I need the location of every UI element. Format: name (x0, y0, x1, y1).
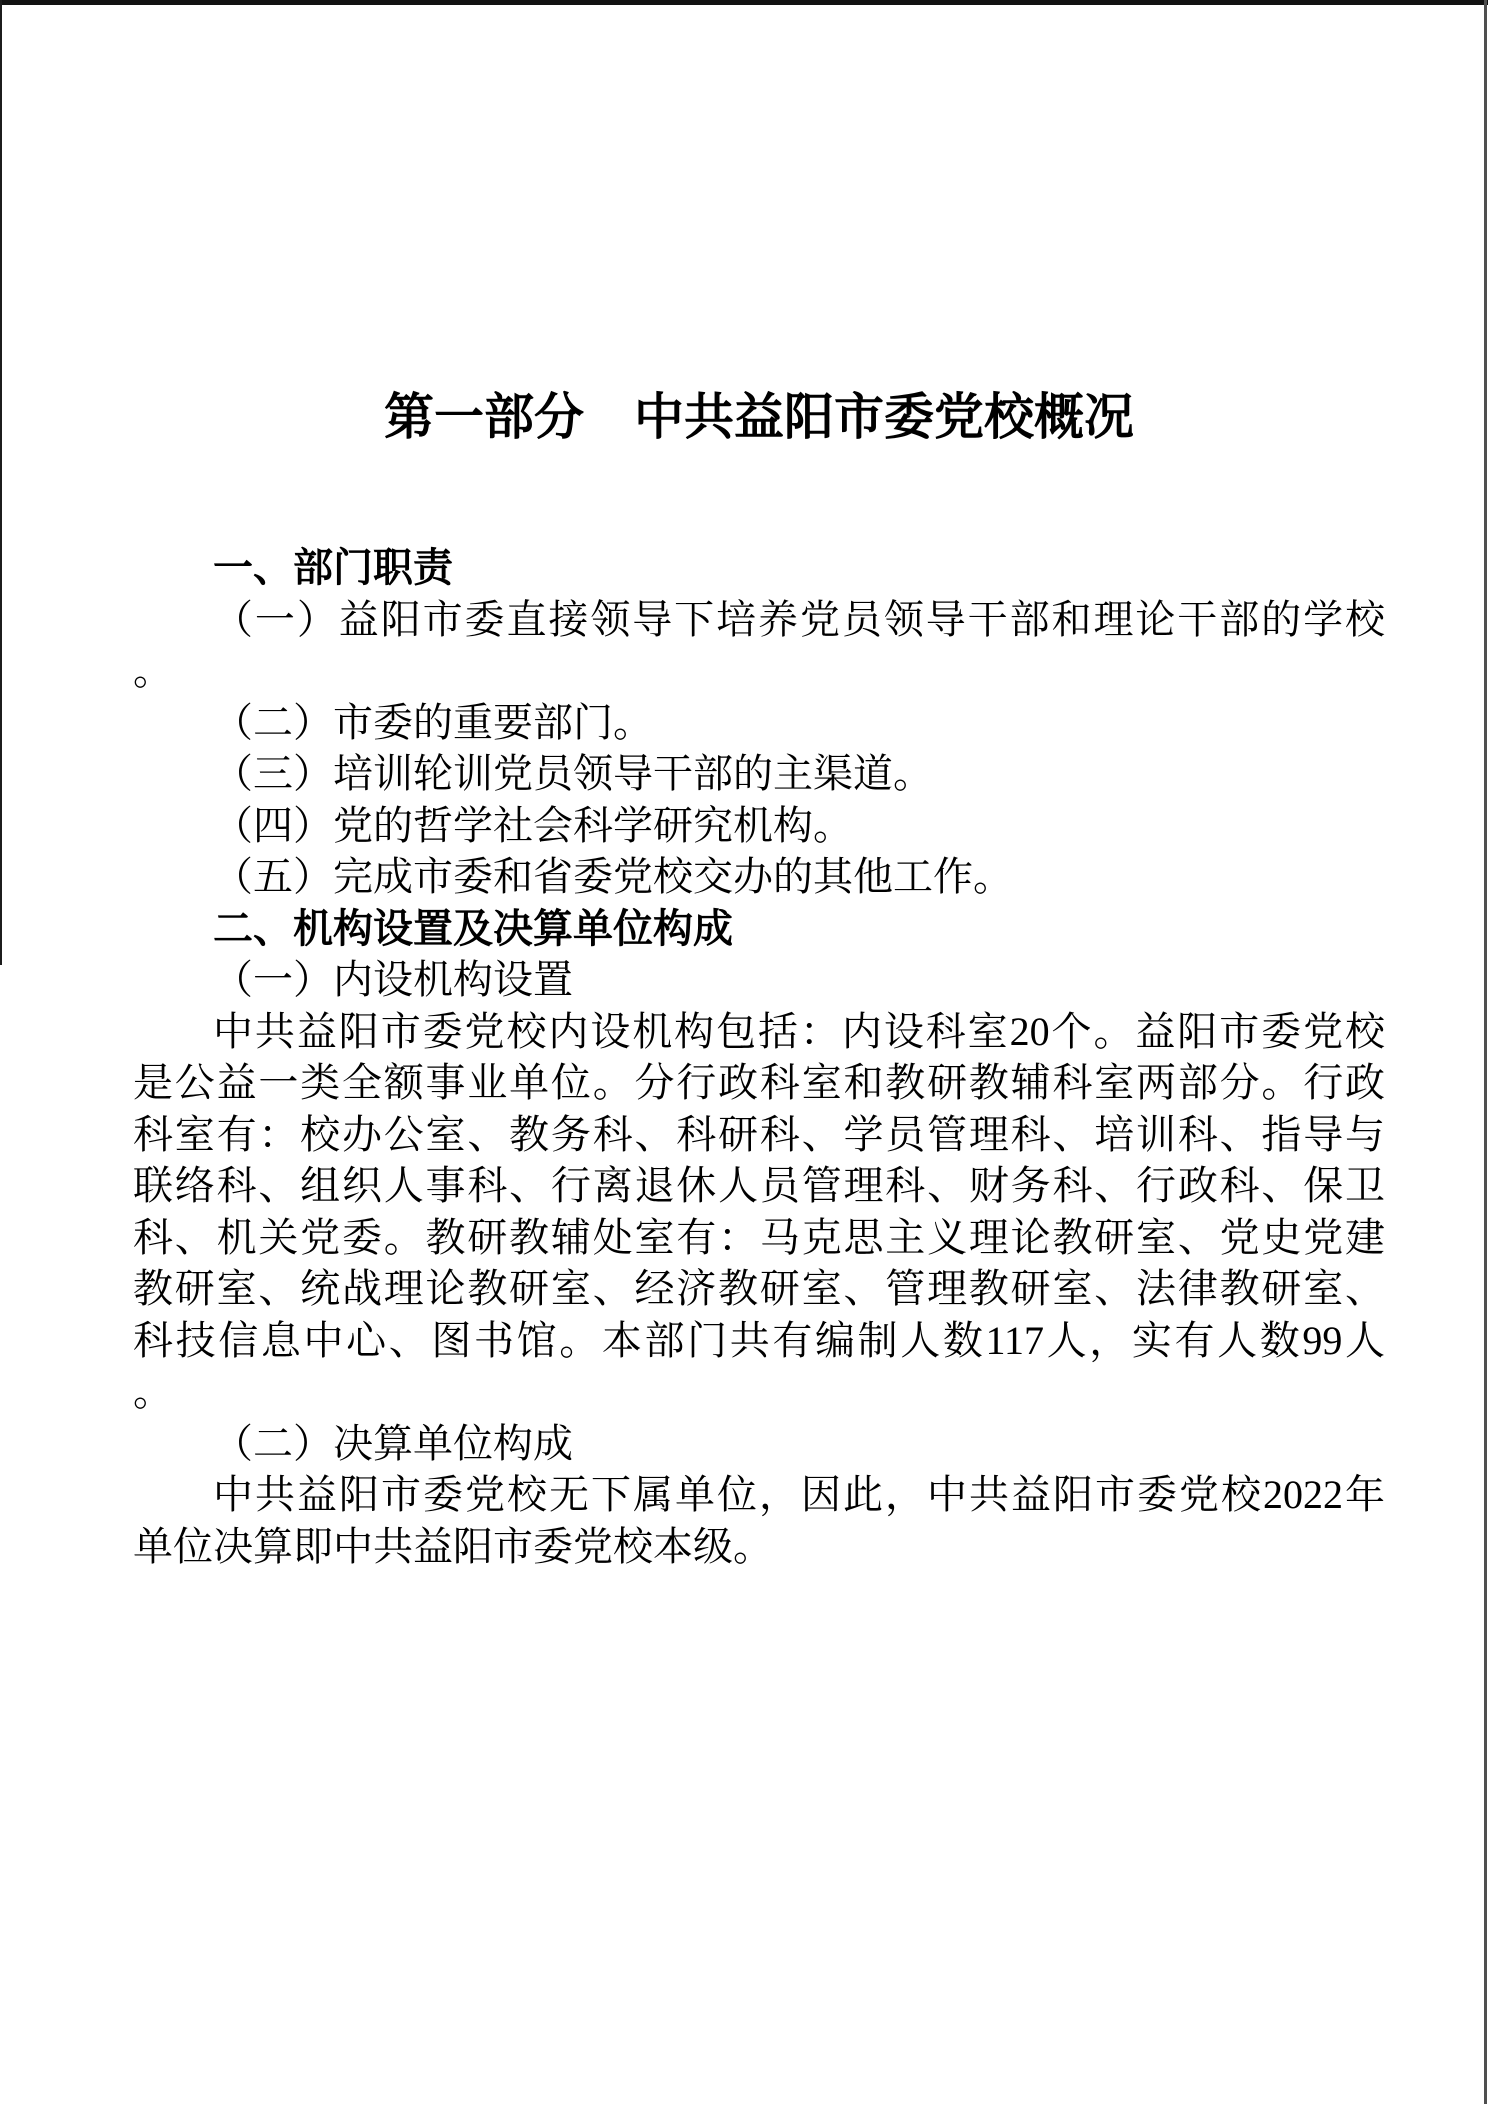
section-heading-1: 一、部门职责 (213, 545, 453, 590)
paragraph-line: 科技信息中心、图书馆。本部门共有编制人数117人，实有人数99人 (133, 1317, 1385, 1363)
paragraph-line: 科室有：校办公室、教务科、科研科、学员管理科、培训科、指导与 (133, 1111, 1385, 1157)
list-item-line: （一）益阳市委直接领导下培养党员领导干部和理论干部的学校 (213, 596, 1385, 642)
document-title: 第一部分 中共益阳市委党校概况 (384, 389, 1134, 445)
list-item-line: （一）内设机构设置 (213, 957, 573, 1002)
paragraph-line: 科、机关党委。教研教辅处室有：马克思主义理论教研室、党史党建 (133, 1214, 1385, 1260)
list-item-line: （二）决算单位构成 (213, 1420, 573, 1466)
scan-edge-left (0, 0, 2, 965)
list-item-line: （三）培训轮训党员领导干部的主渠道。 (213, 751, 933, 796)
list-item-line: （二）市委的重要部门。 (213, 699, 653, 745)
paragraph-line: 联络科、组织人事科、行离退休人员管理科、财务科、行政科、保卫 (133, 1163, 1385, 1208)
page-content (133, 0, 1385, 1572)
paragraph-line: 中共益阳市委党校无下属单位，因此，中共益阳市委党校2022年 (213, 1472, 1385, 1517)
paragraph-line: 单位决算即中共益阳市委党校本级。 (133, 1523, 773, 1569)
list-item-line: （四）党的哲学社会科学研究机构。 (213, 802, 853, 848)
paragraph-line: 是公益一类全额事业单位。分行政科室和教研教辅科室两部分。行政 (133, 1060, 1385, 1105)
paragraph-line: 教研室、统战理论教研室、经济教研室、管理教研室、法律教研室、 (133, 1266, 1385, 1311)
wrapped-punctuation-line: 。 (133, 1369, 173, 1414)
scan-edge-right (1484, 0, 1487, 2104)
section-heading-2: 二、机构设置及决算单位构成 (213, 905, 733, 951)
wrapped-punctuation-line: 。 (133, 648, 173, 693)
paragraph-line: 中共益阳市委党校内设机构包括：内设科室20个。益阳市委党校 (213, 1008, 1385, 1054)
list-item-line: （五）完成市委和省委党校交办的其他工作。 (213, 854, 1013, 899)
